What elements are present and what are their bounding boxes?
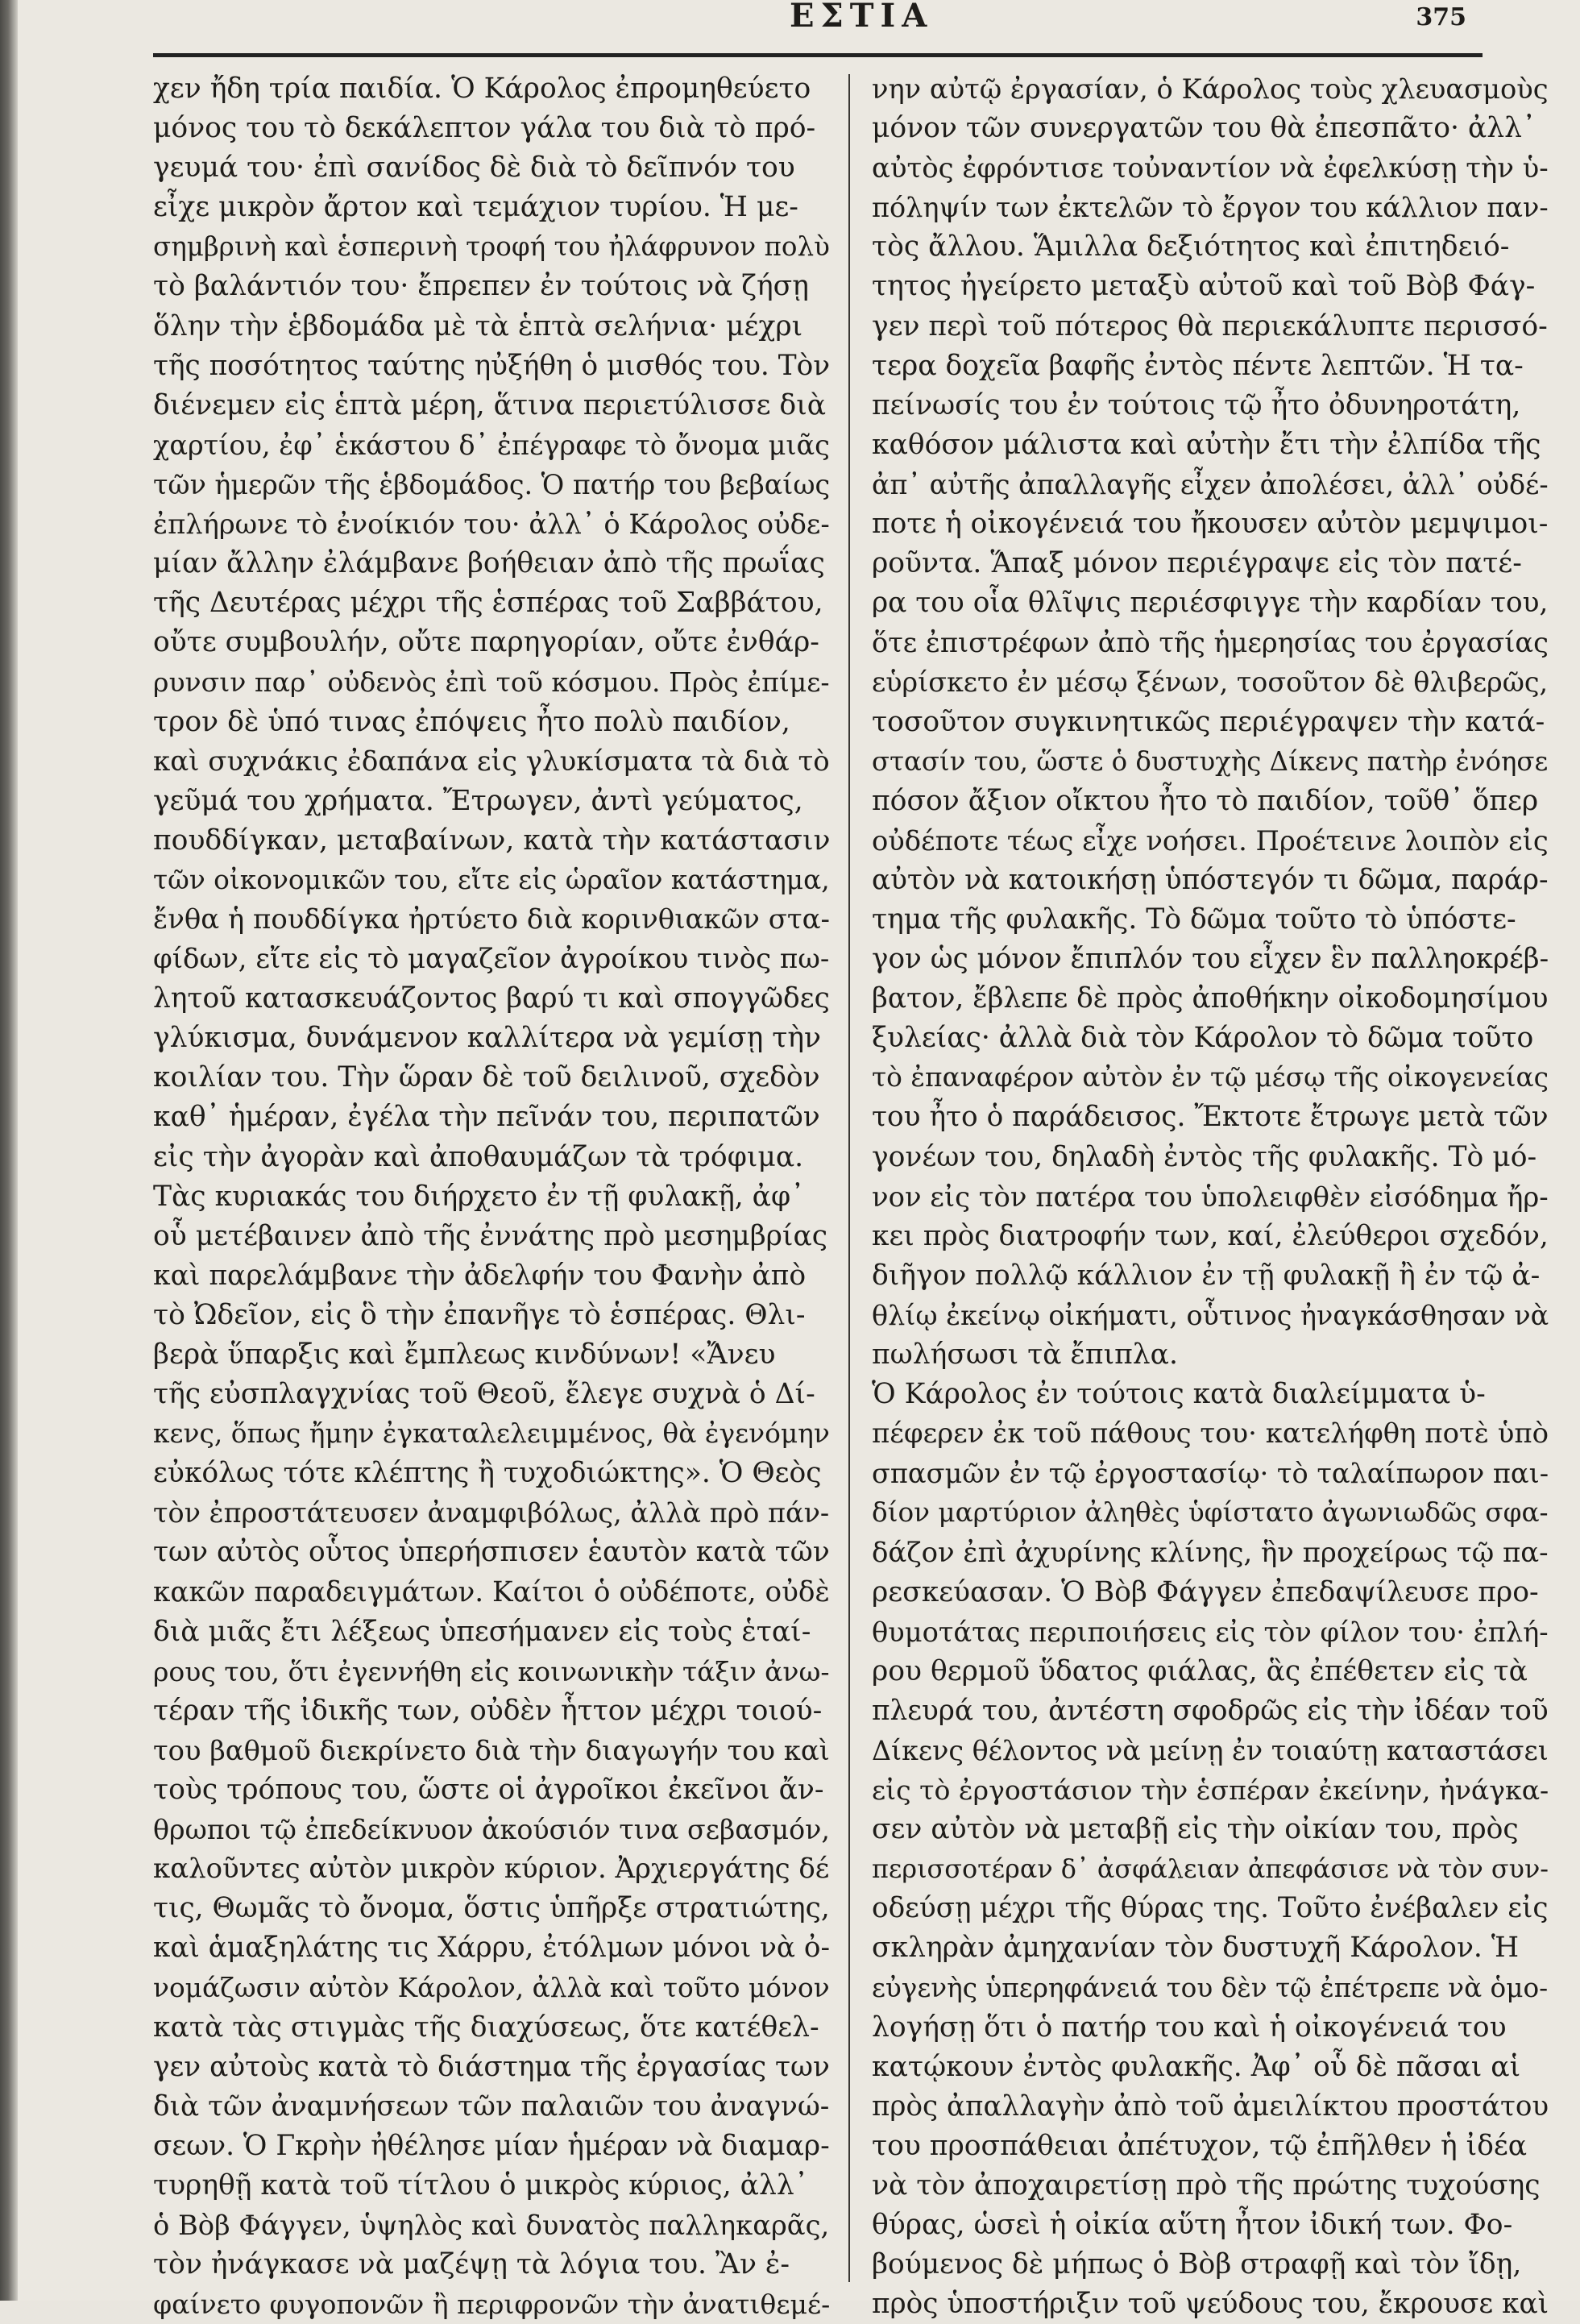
text-line: φίδων, εἴτε εἰς τὸ μαγαζεῖον ἀγροίκου τινὸς πω- xyxy=(153,944,830,976)
right-text-column xyxy=(872,69,1549,2321)
text-line: μόνος του τὸ δεκάλεπτον γάλα του διὰ τὸ πρό- xyxy=(153,112,816,145)
text-line: τὸ Ὠδεῖον, εἰς ὃ τὴν ἐπανῆγε τὸ ἑσπέρας. Θλι- xyxy=(153,1298,806,1331)
text-line: Δίκενς θέλοντος νὰ μείνῃ ἐν τοιαύτῃ καταστάσει xyxy=(872,1734,1549,1766)
text-line: διὰ τῶν ἀναμνήσεων τῶν παλαιῶν του ἀναγνώ- xyxy=(153,2090,830,2123)
text-line: χεν ἤδη τρία παιδία. Ὁ Κάρολος ἐπρομηθεύετο xyxy=(153,73,811,105)
text-line: τυρηθῇ κατὰ τοῦ τίτλου ὁ μικρὸς κύριος, ἀλλ᾽ xyxy=(153,2168,808,2202)
text-line: του ἦτο ὁ παράδεισος. Ἔκτοτε ἔτρωγε μετὰ τῶν xyxy=(872,1101,1549,1134)
text-line: λητοῦ κατασκευάζοντος βαρύ τι καὶ σπογγῶδες xyxy=(153,982,830,1015)
binding-edge xyxy=(0,0,18,2301)
text-line: ἐπλήρωνε τὸ ἐνοίκιόν του· ἀλλ᾽ ὁ Κάρολος οὐδε- xyxy=(153,508,830,541)
text-line: πείνωσίς του ἐν τούτοις τῷ ἦτο ὀδυνηροτάτη, xyxy=(872,388,1521,421)
text-line: τὸ ἐπαναφέρον αὐτὸν ἐν τῷ μέσῳ τῆς οἰκογενείας xyxy=(872,1062,1549,1094)
text-line: ἔνθα ἡ πουδδίγκα ἠρτύετο διὰ κορινθιακῶν στα- xyxy=(153,903,830,936)
text-line: πωλήσωσι τὰ ἔπιπλα. xyxy=(872,1338,1178,1371)
text-line: χαρτίου, ἐφ᾽ ἑκάστου δ᾽ ἐπέγραφε τὸ ὄνομα μιᾶς xyxy=(153,429,830,461)
text-line: πόσον ἄξιον οἴκτου ἦτο τὸ παιδίον, τοῦθ᾽ ὅπερ xyxy=(872,784,1539,817)
publication-title: ΕΣΤΙΑ xyxy=(790,0,934,35)
text-line: κακῶν παραδειγμάτων. Καίτοι ὁ οὐδέποτε, οὐδὲ xyxy=(153,1575,830,1608)
text-line: βερὰ ὕπαρξις καὶ ἔμπλεως κινδύνων! «Ἄνευ xyxy=(153,1338,776,1371)
text-line: νομάζωσιν αὐτὸν Κάρολον, ἀλλὰ καὶ τοῦτο μόνον xyxy=(153,1972,830,2003)
text-line: λογήσῃ ὅτι ὁ πατήρ του καὶ ἡ οἰκογένειά του xyxy=(872,2011,1507,2044)
text-line: εἰς τὴν ἀγορὰν καὶ ἀποθαυμάζων τὰ τρόφιμα. xyxy=(153,1140,804,1173)
text-line: δίον μαρτύριον ἀληθὲς ὑφίστατο ἀγωνιωδῶς σφα- xyxy=(872,1497,1549,1529)
text-line: ἀπ᾽ αὐτῆς ἀπαλλαγῆς εἶχεν ἀπολέσει, ἀλλ᾽ οὐδέ- xyxy=(872,468,1549,500)
text-line: τερα δοχεῖα βαφῆς ἐντὸς πέντε λεπτῶν. Ἡ τα- xyxy=(872,349,1524,382)
text-line: γευμά του· ἐπὶ σανίδος δὲ διὰ τὸ δεῖπνόν του xyxy=(153,151,795,185)
text-line: γεῦμά του χρήματα. Ἔτρωγεν, ἀντὶ γεύματος, xyxy=(153,784,803,817)
text-line: κενς, ὅπως ἤμην ἐγκαταλελειμμένος, θὰ ἐγενόμην xyxy=(153,1418,830,1450)
text-line: τῆς εὐσπλαγχνίας τοῦ Θεοῦ, ἔλεγε συχνὰ ὁ Δί- xyxy=(153,1378,815,1411)
text-line: ρους του, ὅτι ἐγεννήθη εἰς κοινωνικὴν τάξιν ἀνω- xyxy=(153,1655,830,1687)
text-line: πόληψίν των ἐκτελῶν τὸ ἔργον του κάλλιον παν- xyxy=(872,192,1549,224)
text-line: γεν περὶ τοῦ πότερος θὰ περιεκάλυπτε περισσό- xyxy=(872,309,1548,342)
text-line: νὰ τὸν ἀποχαιρετίσῃ πρὸ τῆς πρώτης τυχούσης xyxy=(872,2168,1541,2202)
text-line: σημβρινὴ καὶ ἑσπερινὴ τροφή του ἠλάφρυνον πολὺ xyxy=(153,231,830,263)
page-header xyxy=(97,0,1499,48)
text-line: δάζον ἐπὶ ἀχυρίνης κλίνης, ἣν προχείρως τῷ πα- xyxy=(872,1537,1549,1569)
text-line: ὅλην τὴν ἑβδομάδα μὲ τὰ ἑπτὰ σελήνια· μέχρι xyxy=(153,309,803,342)
text-line: αὐτὸν νὰ κατοικήσῃ ὑπόστεγόν τι δῶμα, παράρ- xyxy=(872,863,1549,896)
text-line: ξυλείας· ἀλλὰ διὰ τὸν Κάρολον τὸ δῶμα τοῦτο xyxy=(872,1022,1534,1055)
text-line: εὐγενὴς ὑπερηφάνειά του δὲν τῷ ἐπέτρεπε νὰ ὁμο- xyxy=(872,1972,1549,2003)
left-text-column xyxy=(153,69,831,2321)
text-line: αὐτὸς ἐφρόντισε τοὐναντίον νὰ ἐφελκύσῃ τὴν ὑ- xyxy=(872,152,1549,185)
text-line: βατον, ἔβλεπε δὲ πρὸς ἀποθήκην οἰκοδομησίμου xyxy=(872,982,1549,1015)
text-line: τὸ βαλάντιόν του· ἔπρεπεν ἐν τούτοις νὰ ζήσῃ xyxy=(153,270,809,303)
text-line: ρα του οἷα θλῖψις περιέσφιγγε τὴν καρδίαν του, xyxy=(872,587,1549,620)
column-divider xyxy=(848,74,850,2282)
text-line: ροῦντα. Ἅπαξ μόνον περιέγραψε εἰς τὸν πατέ- xyxy=(872,547,1522,580)
text-line: τρον δὲ ὑπό τινας ἐπόψεις ἦτο πολὺ παιδίον, xyxy=(153,705,790,738)
text-line: οὔτε συμβουλήν, οὔτε παρηγορίαν, οὔτε ἐνθάρ- xyxy=(153,626,819,659)
text-line: ὅτε ἐπιστρέφων ἀπὸ τῆς ἡμερησίας του ἐργασίας xyxy=(872,627,1549,659)
text-line: διὰ μιᾶς ἔτι λέξεως ὑπεσήμανεν εἰς τοὺς ἑταί- xyxy=(153,1615,811,1648)
text-line: μόνον τῶν συνεργατῶν του θὰ ἐπεσπᾶτο· ἀλλ᾽ xyxy=(872,112,1536,145)
text-line: διῆγον πολλῷ κάλλιον ἐν τῇ φυλακῇ ἢ ἐν τῷ ἀ- xyxy=(872,1259,1541,1292)
header-rule xyxy=(153,53,1483,57)
page-number: 375 xyxy=(1416,3,1466,31)
text-line: τοὺς τρόπους του, ὥστε οἱ ἀγροῖκοι ἐκεῖνοι ἄν- xyxy=(153,1774,824,1807)
text-line: σεν αὐτὸν νὰ μεταβῇ εἰς τὴν οἰκίαν του, πρὸς xyxy=(872,1813,1519,1846)
text-line: οὐδέποτε τέως εἶχε νοήσει. Προέτεινε λοιπὸν εἰς xyxy=(872,824,1549,857)
text-line: καὶ συχνάκις ἐδαπάνα εἰς γλυκίσματα τὰ διὰ τὸ xyxy=(153,745,830,778)
text-line: τῶν οἰκονομικῶν του, εἴτε εἰς ὡραῖον κατάστημα, xyxy=(153,864,830,895)
text-line: των αὐτὸς οὗτος ὑπερήσπισεν ἑαυτὸν κατὰ τῶν xyxy=(153,1536,830,1569)
text-line: θύρας, ὡσεὶ ἡ οἰκία αὕτη ἦτον ἰδική των. Φο- xyxy=(872,2209,1513,2242)
text-line: κοιλίαν του. Τὴν ὥραν δὲ τοῦ δειλινοῦ, σχεδὸν xyxy=(153,1061,820,1094)
text-line: πρὸς ἀπαλλαγὴν ἀπὸ τοῦ ἀμειλίκτου προστάτου xyxy=(872,2090,1549,2123)
text-line: τὸν ἐπροστάτευσεν ἀναμφιβόλως, ἀλλὰ πρὸ πάν- xyxy=(153,1497,830,1529)
text-line: γον ὡς μόνον ἔπιπλόν του εἶχεν ἓν παλληοκρέβ- xyxy=(872,943,1549,976)
text-line: ρου θερμοῦ ὕδατος φιάλας, ἃς ἐπέθετεν εἰς τὰ xyxy=(872,1654,1528,1687)
text-line: οδεύσῃ μέχρι τῆς θύρας της. Τοῦτο ἐνέβαλεν εἰς xyxy=(872,1892,1549,1925)
text-line: καὶ παρελάμβανε τὴν ἀδελφήν του Φανὴν ἀπὸ xyxy=(153,1259,807,1292)
text-line: τῆς Δευτέρας μέχρι τῆς ἑσπέρας τοῦ Σαββάτου, xyxy=(153,587,823,620)
text-line: τὸς ἄλλου. Ἅμιλλα δεξιότητος καὶ ἐπιτηδειό- xyxy=(872,230,1510,264)
text-line: νην αὐτῷ ἐργασίαν, ὁ Κάρολος τοὺς χλευασμοὺς xyxy=(872,73,1549,105)
text-line: του βαθμοῦ διεκρίνετο διὰ τὴν διαγωγήν του καὶ xyxy=(153,1734,830,1766)
text-line: εἶχε μικρὸν ἄρτον καὶ τεμάχιον τυρίου. Ἡ με- xyxy=(153,191,798,224)
text-line: τημα τῆς φυλακῆς. Τὸ δῶμα τοῦτο τὸ ὑπόστε- xyxy=(872,903,1516,936)
text-line: σπασμῶν ἐν τῷ ἐργοστασίῳ· τὸ ταλαίπωρον παι- xyxy=(872,1458,1549,1490)
text-line: πλευρά του, ἀντέστη σφοδρῶς εἰς τὴν ἰδέαν τοῦ xyxy=(872,1694,1549,1727)
text-line: ὁ Βὸβ Φάγγεν, ὑψηλὸς καὶ δυνατὸς παλληκαρᾶς, xyxy=(153,2210,830,2242)
text-line: θρωποι τῷ ἐπεδείκνυον ἀκούσιόν τινα σεβασμόν, xyxy=(153,1814,830,1846)
text-line: καθόσον μάλιστα καὶ αὐτὴν ἔτι τὴν ἐλπίδα τῆς xyxy=(872,428,1541,461)
text-line: περισσοτέραν δ᾽ ἀσφάλειαν ἀπεφάσισε νὰ τὸν συν- xyxy=(872,1853,1549,1885)
text-line: φαίνετο φυγοπονῶν ἢ περιφρονῶν τὴν ἀνατιθεμέ- xyxy=(153,2289,831,2321)
text-line: κατὰ τὰς στιγμὰς τῆς διαχύσεως, ὅτε κατέθελ- xyxy=(153,2011,819,2044)
text-line: καθ᾽ ἡμέραν, ἐγέλα τὴν πεῖνάν του, περιπατῶν xyxy=(153,1101,820,1134)
text-line: καὶ ἁμαξηλάτης τις Χάρρυ, ἐτόλμων μόνοι νὰ ὀ- xyxy=(153,1932,831,1965)
text-line: καλοῦντες αὐτὸν μικρὸν κύριον. Ἀρχιεργάτης δέ xyxy=(153,1853,830,1886)
text-line: μίαν ἄλλην ἐλάμβανε βοήθειαν ἀπὸ τῆς πρωΐας xyxy=(153,547,825,580)
text-line: του προσπάθειαι ἀπέτυχον, τῷ ἐπῆλθεν ἡ ἰδέα xyxy=(872,2129,1528,2162)
text-line: οὗ μετέβαινεν ἀπὸ τῆς ἐννάτης πρὸ μεσημβρίας xyxy=(153,1219,828,1252)
text-line: σκληρὰν ἀμηχανίαν τὸν δυστυχῆ Κάρολον. Ἡ xyxy=(872,1932,1520,1965)
text-line: τέραν τῆς ἰδικῆς των, οὐδὲν ἧττον μέχρι τοιού- xyxy=(153,1694,823,1727)
text-line: θλίῳ ἐκείνῳ οἰκήματι, οὗτινος ἠναγκάσθησαν νὰ xyxy=(872,1299,1549,1331)
text-line: γονέων του, δηλαδὴ ἐντὸς τῆς φυλακῆς. Τὸ μό- xyxy=(872,1140,1537,1173)
text-line: εὑρίσκετο ἐν μέσῳ ξένων, τοσοῦτον δὲ θλιβερῶς, xyxy=(872,666,1549,699)
text-line: τητος ἠγείρετο μεταξὺ αὐτοῦ καὶ τοῦ Βὸβ Φάγ- xyxy=(872,270,1536,303)
text-line: στασίν του, ὥστε ὁ δυστυχὴς Δίκενς πατὴρ ἐνόησε xyxy=(872,745,1549,777)
text-line: κει πρὸς διατροφήν των, καί, ἐλεύθεροι σχεδόν, xyxy=(872,1219,1549,1252)
text-line: γλύκισμα, δυνάμενον καλλίτερα νὰ γεμίσῃ τὴν xyxy=(153,1022,821,1055)
text-line: τὸν ἠνάγκασε νὰ μαζέψῃ τὰ λόγια του. Ἂν ἐ- xyxy=(153,2248,790,2281)
text-line: πουδδίγκαν, μεταβαίνων, κατὰ τὴν κατάστασιν xyxy=(153,824,831,857)
text-line: κατῴκουν ἐντὸς φυλακῆς. Ἀφ᾽ οὗ δὲ πᾶσαι αἱ xyxy=(872,2050,1521,2083)
text-line: ρυνσιν παρ᾽ οὐδενὸς ἐπὶ τοῦ κόσμου. Πρὸς ἐπίμε- xyxy=(153,666,830,699)
text-line: εἰς τὸ ἐργοστάσιον τὴν ἑσπέραν ἐκείνην, ἠνάγκα- xyxy=(872,1774,1549,1807)
text-line: Ὁ Κάρολος ἐν τούτοις κατὰ διαλείμματα ὑ- xyxy=(872,1378,1486,1411)
text-line: ποτε ἡ οἰκογένειά του ἤκουσεν αὐτὸν μεμψιμοι- xyxy=(872,508,1549,541)
text-line: ρεσκεύασαν. Ὁ Βὸβ Φάγγεν ἐπεδαψίλευσε προ- xyxy=(872,1575,1539,1608)
text-line: νον εἰς τὸν πατέρα του ὑπολειφθὲν εἰσόδημα ἤρ- xyxy=(872,1181,1549,1213)
text-line: σεων. Ὁ Γκρὴν ἠθέλησε μίαν ἡμέραν νὰ διαμαρ- xyxy=(153,2129,830,2162)
text-line: τῶν ἡμερῶν τῆς ἑβδομάδος. Ὁ πατήρ του βεβαίως xyxy=(153,468,831,500)
text-line: γεν αὐτοὺς κατὰ τὸ διάστημα τῆς ἐργασίας των xyxy=(153,2050,830,2083)
text-line: θυμοτάτας περιποιήσεις εἰς τὸν φίλον του· ἐπλή- xyxy=(872,1616,1549,1648)
text-line: τῆς ποσότητος ταύτης ηὐξήθη ὁ μισθός του. Τὸν xyxy=(153,349,831,382)
text-line: εὐκόλως τότε κλέπτης ἢ τυχοδιώκτης». Ὁ Θεὸς xyxy=(153,1457,822,1490)
text-line: τις, Θωμᾶς τὸ ὄνομα, ὅστις ὑπῆρξε στρατιώτης, xyxy=(153,1892,830,1925)
text-line: τοσοῦτον συγκινητικῶς περιέγραψεν τὴν κατά- xyxy=(872,705,1545,738)
text-line: πέφερεν ἐκ τοῦ πάθους του· κατελήφθη ποτὲ ὑπὸ xyxy=(872,1418,1549,1450)
text-line: βούμενος δὲ μήπως ὁ Βὸβ στραφῇ καὶ τὸν ἴδῃ, xyxy=(872,2248,1522,2281)
text-line: Τὰς κυριακάς του διήρχετο ἐν τῇ φυλακῇ, ἀφ᾽ xyxy=(153,1180,805,1213)
text-line: διένεμεν εἰς ἑπτὰ μέρη, ἅτινα περιετύλισσε διὰ xyxy=(153,388,827,421)
text-line: πρὸς ὑποστήριξιν τοῦ ψεύδους του, ἔκρουσε καὶ xyxy=(872,2288,1549,2321)
